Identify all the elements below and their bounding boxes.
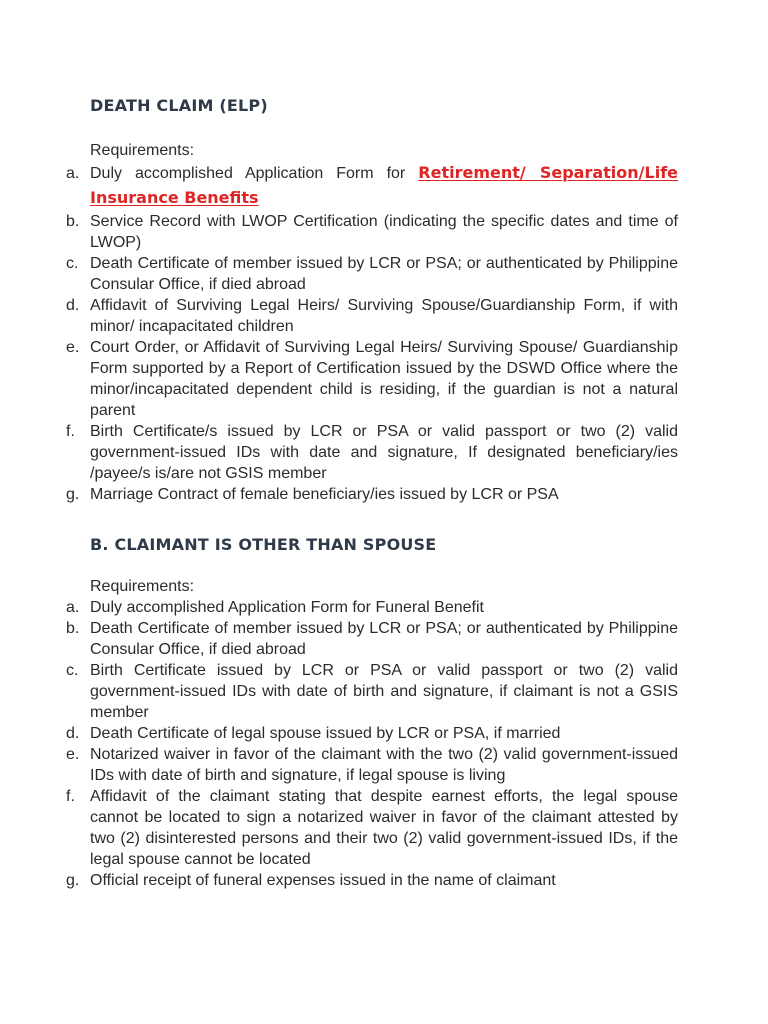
list-item-text: Death Certificate of member issued by LCR or PSA; or authenticated by Philippine Consular Office, if died abroad	[90, 620, 678, 658]
section-b-requirements-list	[66, 597, 678, 891]
list-marker: a.	[66, 599, 80, 616]
list-item-text: Affidavit of the claimant stating that despite earnest efforts, the legal spouse cannot be located to sign a notarized waiver in favor of the claimant attested by two (2) disinterested persons and their two (2) valid government-issued IDs, if the legal spouse cannot be located	[90, 788, 678, 868]
section-b-title: B. CLAIMANT IS OTHER THAN SPOUSE	[90, 535, 437, 554]
list-marker: d.	[66, 725, 80, 742]
list-marker: a.	[66, 165, 80, 182]
list-item-text: Marriage Contract of female beneficiary/ies issued by LCR or PSA	[90, 486, 559, 503]
list-item	[66, 421, 678, 484]
list-item-text: Duly accomplished Application Form for Funeral Benefit	[90, 599, 484, 616]
list-item-text: Notarized waiver in favor of the claimant with the two (2) valid government-issued IDs with date of birth and signature, if legal spouse is living	[90, 746, 678, 784]
list-marker: e.	[66, 339, 80, 356]
list-item-text: Birth Certificate/s issued by LCR or PSA or valid passport or two (2) valid government-issued IDs with date and signature, If designated beneficiary/ies /payee/s is/are not GSIS member	[90, 423, 678, 482]
list-item-text: Death Certificate of legal spouse issued by LCR or PSA, if married	[90, 725, 561, 742]
list-marker: d.	[66, 297, 80, 314]
list-item	[66, 660, 678, 723]
list-item	[66, 723, 678, 744]
list-item-text: Official receipt of funeral expenses issued in the name of claimant	[90, 872, 556, 889]
list-marker: c.	[66, 662, 79, 679]
list-item	[66, 484, 678, 505]
list-item-text: Duly accomplished Application Form for	[90, 165, 419, 182]
list-item-text: Court Order, or Affidavit of Surviving Legal Heirs/ Surviving Spouse/ Guardianship Form supported by a Report of Certification issued by the DSWD Office where the minor/incapacitated dependent child is residing, if the guardian is not a natural parent	[90, 339, 678, 419]
benefits-form-link[interactable]: Retirement/ Separation/Life Insurance Benefits	[90, 163, 679, 207]
list-item	[66, 295, 678, 337]
list-item-text: Death Certificate of member issued by LCR or PSA; or authenticated by Philippine Consular Office, if died abroad	[90, 255, 678, 293]
list-marker: b.	[66, 213, 80, 230]
list-item	[66, 337, 678, 421]
list-item	[66, 618, 678, 660]
list-marker: c.	[66, 255, 79, 272]
section-b-requirements-label: Requirements:	[90, 578, 195, 595]
list-marker: g.	[66, 486, 80, 503]
list-item	[66, 786, 678, 870]
list-item-text: Affidavit of Surviving Legal Heirs/ Surviving Spouse/Guardianship Form, if with minor/ incapacitated children	[90, 297, 678, 335]
list-marker: b.	[66, 620, 80, 637]
list-item	[66, 253, 678, 295]
list-marker: g.	[66, 872, 80, 889]
list-item	[66, 870, 678, 891]
list-item	[66, 161, 678, 211]
list-item-text: Service Record with LWOP Certification (indicating the specific dates and time of LWOP)	[90, 213, 678, 251]
list-item-text: Birth Certificate issued by LCR or PSA or valid passport or two (2) valid government-issued IDs with date of birth and signature, if claimant is not a GSIS member	[90, 662, 678, 721]
list-item	[66, 597, 678, 618]
list-marker: f.	[66, 423, 75, 440]
list-marker: f.	[66, 788, 75, 805]
section-a-requirements-label: Requirements:	[90, 142, 195, 159]
section-a-requirements-list	[66, 161, 678, 505]
list-marker: e.	[66, 746, 80, 763]
list-item	[66, 744, 678, 786]
section-a-title: DEATH CLAIM (ELP)	[90, 96, 268, 115]
list-item	[66, 211, 678, 253]
